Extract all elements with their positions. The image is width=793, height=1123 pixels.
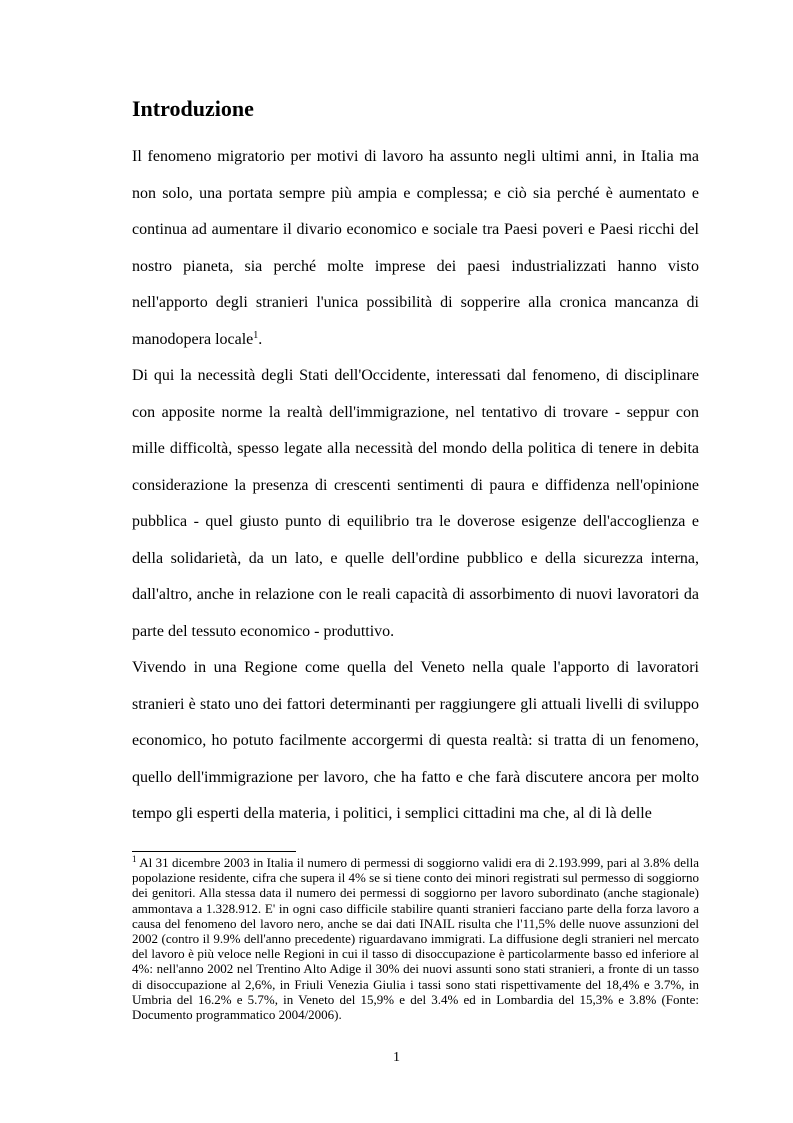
footnote-text: Al 31 dicembre 2003 in Italia il numero di permessi di soggiorno validi era di 2.193.999, pari al 3.8% della popolazione residente, cifra che supera il 4% se si tiene conto dei minori registrati sul permesso di soggiorno dei genitori. Alla stessa data il numero dei permessi di soggiorno per lavoro subordinato (anche stagionale) ammontava a 1.328.912. E' in ogni caso difficile stabilire quanti stranieri facciano parte della forza lavoro a causa del fenomeno del lavoro nero, anche se dai dati INAIL risulta che l'11,5% delle nuove assunzioni del 2002 (contro il 9.9% dell'anno precedente) riguardavano immigrati. La diffusione degli stranieri nel mercato del lavoro è più veloce nelle Regioni in cui il tasso di disoccupazione è particolarmente basso ed inferiore al 4%: nell'anno 2002 nel Trentino Alto Adige il 30% dei nuovi assunti sono stati stranieri, a fronte di un tasso di disoccupazione al 2,6%, in Friuli Venezia Giulia i tassi sono stati rispettivamente del 18,4% e 3.7%, in Umbria del 16.2% e 5.7%, in Veneto del 15,9% e del 3.4% ed in Lombardia del 15,3% e 3.8% (Fonte: Documento programmatico 2004/2006). [132,855,699,1023]
paragraph-2: Di qui la necessità degli Stati dell'Occidente, interessati dal fenomeno, di disciplinare con apposite norme la realtà dell'immigrazione, nel tentativo di trovare - seppur con mille difficoltà, spesso legate alla necessità del mondo della politica di tenere in debita considerazione la presenza di crescenti sentimenti di paura e diffidenza nell'opinione pubblica - quel giusto punto di equilibrio tra le doverose esigenze dell'accoglienza e della solidarietà, da un lato, e quelle dell'ordine pubblico e della sicurezza interna, dall'altro, anche in relazione con le reali capacità di assorbimento di nuovi lavoratori da parte del tessuto economico - produttivo. [132,367,699,640]
page-number: 1 [393,1050,400,1065]
footnote-marker: 1 [132,854,137,864]
body-text [132,139,699,833]
paragraph-1 [132,139,699,358]
footnote-reference[interactable]: 1 [253,329,259,341]
section-heading: Introduzione [132,96,254,121]
footnote [132,855,699,1022]
footnote-divider [132,851,296,852]
paragraph-1-text: Il fenomeno migratorio per motivi di lavoro ha assunto negli ultimi anni, in Italia ma non solo, una portata sempre più ampia e complessa; e ciò sia perché è aumentato e continua ad aumentare il divario economico e sociale tra Paesi poveri e Paesi ricchi del nostro pianeta, sia perché molte imprese dei paesi industrializzati hanno visto nell'apporto degli stranieri l'unica possibilità di sopperire alla cronica mancanza di manodopera locale [132,148,699,348]
paragraph-1-end: . [258,330,263,348]
paragraph-3: Vivendo in una Regione come quella del Veneto nella quale l'apporto di lavoratori stranieri è stato uno dei fattori determinanti per raggiungere gli attuali livelli di sviluppo economico, ho potuto facilmente accorgermi di questa realtà: si tratta di un fenomeno, quello dell'immigrazione per lavoro, che ha fatto e che farà discutere ancora per molto tempo gli esperti della materia, i politici, i semplici cittadini ma che, al di là delle [132,659,699,822]
